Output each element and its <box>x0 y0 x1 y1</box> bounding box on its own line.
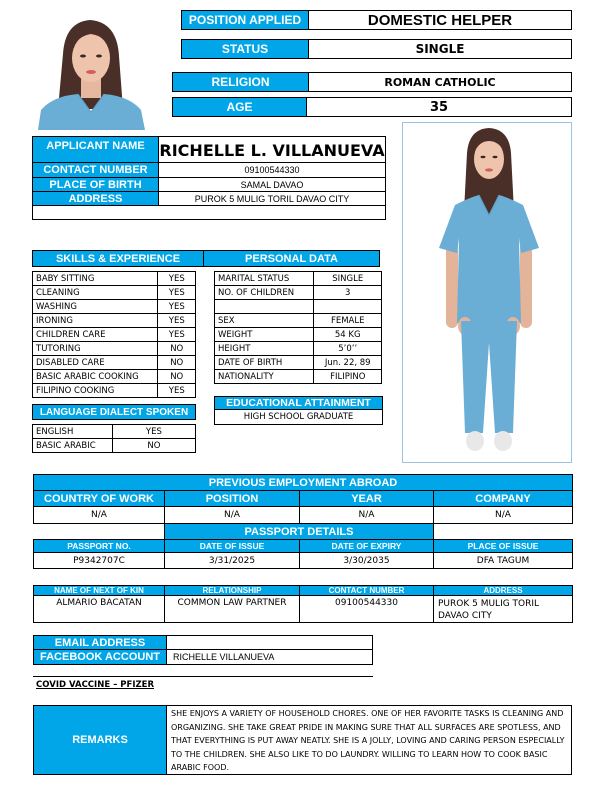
skill-value: YES <box>158 328 196 342</box>
personal-data-section-header: PERSONAL DATA <box>203 250 380 267</box>
divider-line <box>33 676 373 677</box>
personal-data-table <box>214 271 382 384</box>
skill-label: IRONING <box>33 314 158 328</box>
personal-data-value: SINGLE <box>314 272 382 286</box>
col-date-of-issue: DATE OF ISSUE <box>165 540 300 553</box>
contact-online-table <box>33 635 373 665</box>
language-row <box>33 439 196 453</box>
skills-table <box>32 271 196 398</box>
language-value: YES <box>112 425 195 439</box>
contact-number-label: CONTACT NUMBER <box>33 163 159 177</box>
full-body-photo <box>402 122 572 463</box>
personal-data-label: WEIGHT <box>215 328 314 342</box>
email-label: EMAIL ADDRESS <box>34 636 167 649</box>
kin-contact-number: 09100544330 <box>300 596 434 623</box>
skill-row <box>33 300 196 314</box>
personal-data-label: HEIGHT <box>215 342 314 356</box>
education-value: HIGH SCHOOL GRADUATE <box>214 409 383 425</box>
age-row <box>172 97 572 117</box>
address-label: ADDRESS <box>33 192 159 205</box>
applicant-blank-row <box>33 206 385 219</box>
remarks-text: SHE ENJOYS A VARIETY OF HOUSEHOLD CHORES. ONE OF HER FAVORITE TASKS IS CLEANING AND ORGANIZING. SHE TAKE GREAT PRIDE IN MAKING SURE THAT ALL SURFACES ARE SPOTLESS, AND THAT EVERYTHING IS PUT AWAY NEATLY. SHE IS A JOLLY, LOVING AND CARING PERSON ESPECIALLY TO THE CHILDREN. SHE ALSO LIKE TO DO LAUNDRY. WILLING TO LEARN HOW TO COOK BASIC ARABIC FOOD. <box>171 709 565 772</box>
personal-data-value: 5’0’’ <box>314 342 382 356</box>
skill-value: YES <box>158 272 196 286</box>
employment-row <box>34 507 573 524</box>
skill-value: YES <box>158 384 196 398</box>
personal-data-value: Jun. 22, 89 <box>314 356 382 370</box>
skill-row <box>33 314 196 328</box>
address-value: PUROK 5 MULIG TORIL DAVAO CITY <box>194 193 350 204</box>
col-company: COMPANY <box>434 491 573 507</box>
language-label: ENGLISH <box>33 425 113 439</box>
remarks-label: REMARKS <box>34 706 167 774</box>
applicant-name-value: RICHELLE L. VILLANUEVA <box>159 141 385 160</box>
languages-table <box>32 424 196 453</box>
passport-expiry-date: 3/30/2035 <box>300 553 434 569</box>
position-applied-row <box>181 10 572 30</box>
employment-country: N/A <box>34 507 165 524</box>
facebook-value: RICHELLE VILLANUEVA <box>173 652 275 662</box>
col-kin-address: ADDRESS <box>434 586 573 596</box>
skill-row <box>33 286 196 300</box>
employment-company: N/A <box>434 507 573 524</box>
personal-data-label: SEX <box>215 314 314 328</box>
skill-row <box>33 356 196 370</box>
skill-value: NO <box>158 356 196 370</box>
language-section-header: LANGUAGE DIALECT SPOKEN <box>32 404 196 420</box>
passport-details-header: PASSPORT DETAILS <box>165 524 434 540</box>
passport-row <box>34 553 573 569</box>
contact-number-value: 09100544330 <box>244 165 300 175</box>
age-label: AGE <box>173 98 307 116</box>
blank-cell <box>434 524 573 540</box>
personal-data-row <box>215 342 382 356</box>
col-passport-no: PASSPORT NO. <box>34 540 165 553</box>
religion-label: RELIGION <box>173 73 309 91</box>
passport-place-of-issue: DFA TAGUM <box>434 553 573 569</box>
skill-row <box>33 342 196 356</box>
personal-data-value: FEMALE <box>314 314 382 328</box>
skill-value: NO <box>158 370 196 384</box>
passport-issue-date: 3/31/2025 <box>165 553 300 569</box>
personal-data-label: MARITAL STATUS <box>215 272 314 286</box>
skill-value: YES <box>158 314 196 328</box>
employment-position: N/A <box>165 507 300 524</box>
applicant-info-table <box>32 136 386 220</box>
language-label: BASIC ARABIC <box>33 439 113 453</box>
headshot-photo <box>33 14 148 130</box>
remarks-section <box>33 705 572 775</box>
personal-data-row <box>215 314 382 328</box>
col-position: POSITION <box>165 491 300 507</box>
status-row <box>181 39 572 59</box>
religion-row <box>172 72 572 92</box>
email-value <box>167 636 372 649</box>
passport-number: P9342707C <box>34 553 165 569</box>
skill-label: BASIC ARABIC COOKING <box>33 370 158 384</box>
col-date-of-expiry: DATE OF EXPIRY <box>300 540 434 553</box>
col-country-of-work: COUNTRY OF WORK <box>34 491 165 507</box>
skill-row <box>33 370 196 384</box>
personal-data-label <box>215 300 314 314</box>
personal-data-row <box>215 328 382 342</box>
education-section-header: EDUCATIONAL ATTAINMENT <box>214 396 383 410</box>
col-year: YEAR <box>300 491 434 507</box>
status-value: SINGLE <box>309 40 571 58</box>
personal-data-value: FILIPINO <box>314 370 382 384</box>
col-place-of-issue: PLACE OF ISSUE <box>434 540 573 553</box>
personal-data-value: 54 KG <box>314 328 382 342</box>
position-applied-value: DOMESTIC HELPER <box>309 11 571 29</box>
facebook-label: FACEBOOK ACCOUNT <box>34 650 167 664</box>
skill-label: DISABLED CARE <box>33 356 158 370</box>
blank-cell <box>34 524 165 540</box>
personal-data-value <box>314 300 382 314</box>
skill-value: NO <box>158 342 196 356</box>
col-kin-contact-number: CONTACT NUMBER <box>300 586 434 596</box>
applicant-name-label: APPLICANT NAME <box>33 137 159 162</box>
kin-relationship: COMMON LAW PARTNER <box>165 596 300 623</box>
col-next-of-kin-name: NAME OF NEXT OF KIN <box>34 586 165 596</box>
next-of-kin-row <box>34 596 573 623</box>
col-relationship: RELATIONSHIP <box>165 586 300 596</box>
skill-label: BABY SITTING <box>33 272 158 286</box>
previous-employment-header: PREVIOUS EMPLOYMENT ABROAD <box>34 475 573 491</box>
personal-data-row <box>215 356 382 370</box>
skill-row <box>33 384 196 398</box>
age-value: 35 <box>307 98 571 116</box>
kin-address: PUROK 5 MULIG TORIL DAVAO CITY <box>434 596 573 623</box>
skills-section-header: SKILLS & EXPERIENCE <box>32 250 204 267</box>
religion-value: ROMAN CATHOLIC <box>309 73 571 91</box>
skill-value: YES <box>158 286 196 300</box>
covid-vaccine-note: COVID VACCINE – PFIZER <box>36 680 155 690</box>
skill-label: FILIPINO COOKING <box>33 384 158 398</box>
next-of-kin-table <box>33 585 573 623</box>
skill-label: CHILDREN CARE <box>33 328 158 342</box>
skill-label: CLEANING <box>33 286 158 300</box>
place-of-birth-value: SAMAL DAVAO <box>240 179 304 190</box>
skill-row <box>33 272 196 286</box>
personal-data-row <box>215 370 382 384</box>
employment-passport-table <box>33 474 573 569</box>
place-of-birth-label: PLACE OF BIRTH <box>33 178 159 191</box>
position-applied-label: POSITION APPLIED <box>182 11 309 29</box>
personal-data-row <box>215 286 382 300</box>
skill-label: WASHING <box>33 300 158 314</box>
language-row <box>33 425 196 439</box>
status-label: STATUS <box>182 40 309 58</box>
personal-data-row <box>215 300 382 314</box>
employment-year: N/A <box>300 507 434 524</box>
skill-label: TUTORING <box>33 342 158 356</box>
personal-data-value: 3 <box>314 286 382 300</box>
personal-data-label: NATIONALITY <box>215 370 314 384</box>
personal-data-label: DATE OF BIRTH <box>215 356 314 370</box>
personal-data-label: NO. OF CHILDREN <box>215 286 314 300</box>
kin-name: ALMARIO BACATAN <box>34 596 165 623</box>
personal-data-row <box>215 272 382 286</box>
language-value: NO <box>112 439 195 453</box>
skill-row <box>33 328 196 342</box>
skill-value: YES <box>158 300 196 314</box>
